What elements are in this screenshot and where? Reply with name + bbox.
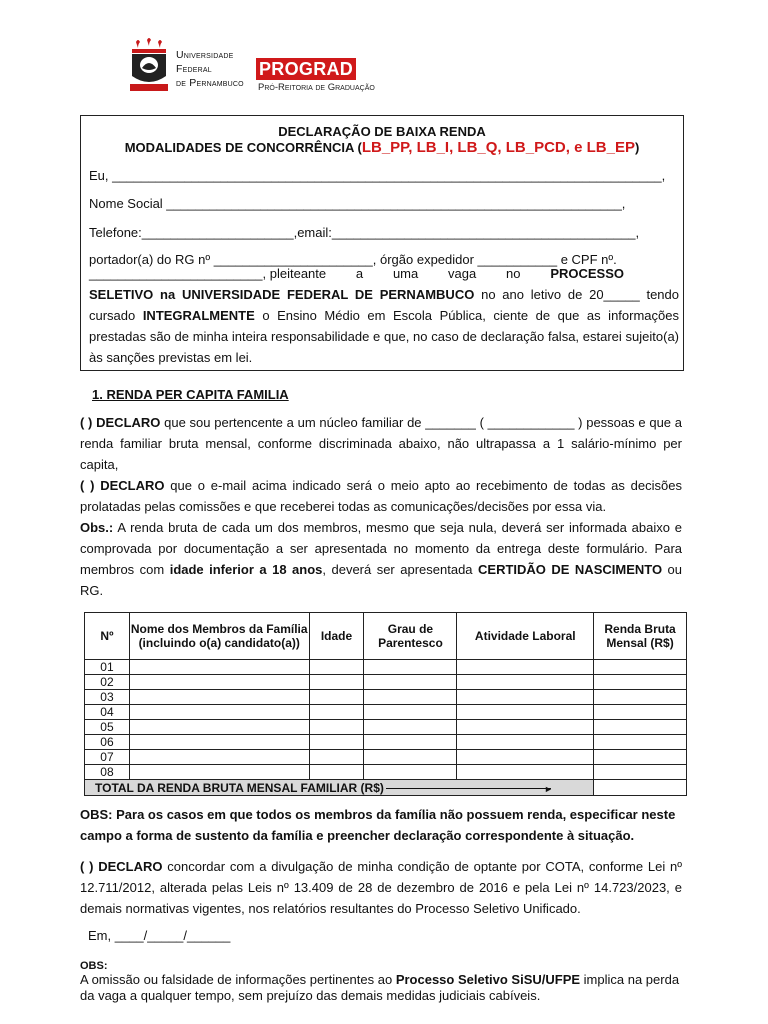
arrow-right-icon: ► bbox=[386, 788, 551, 789]
obs-renda: Obs.: A renda bruta de cada um dos membros, mesmo que seja nula, deverá ser informada abaixo e comprovada por documentação a ser apresentada no momento da entrega deste formulário. Para membros com idade inferior a 18 anos, deverá ser apresentada CERTIDÃO DE NASCIMENTO ou RG. bbox=[80, 520, 683, 598]
table-row: 04 bbox=[85, 705, 687, 720]
table-row: 03 bbox=[85, 690, 687, 705]
table-row: 07 bbox=[85, 750, 687, 765]
table-header-row bbox=[85, 613, 687, 660]
total-value[interactable] bbox=[594, 780, 687, 796]
members-table bbox=[84, 612, 687, 796]
declaro-cota: ( ) DECLARO concordar com a divulgação de minha condição de optante por COTA, conforme Lei nº 12.711/2012, alterada pelas Leis nº 13.409 de 28 de dezembro de 2016 e pela Lei nº 14.723/2023, e demais normativas vigentes, nos relatórios resultantes do Processo Seletivo Unificado. bbox=[80, 859, 682, 916]
obs-sem-renda: OBS: Para os casos em que todos os membros da família não possuem renda, especificar neste campo a forma de sustento da família e preencher declaração correspondente à situação. bbox=[80, 807, 676, 843]
nome-social-field[interactable]: Nome Social _______________________________________________________________, bbox=[89, 196, 626, 211]
ufpe-seal-logo bbox=[128, 38, 170, 94]
table-row: 05 bbox=[85, 720, 687, 735]
col-renda: Renda Bruta Mensal (R$) bbox=[594, 613, 687, 660]
declaration-title: DECLARAÇÃO DE BAIXA RENDA bbox=[278, 124, 486, 139]
col-atividade: Atividade Laboral bbox=[457, 613, 594, 660]
col-nome: Nome dos Membros da Família (incluindo o(a) candidato(a)) bbox=[129, 613, 309, 660]
col-parentesco: Grau de Parentesco bbox=[364, 613, 457, 660]
footer-obs-label: OBS: bbox=[80, 960, 108, 972]
table-row: 06 bbox=[85, 735, 687, 750]
table-row: 02 bbox=[85, 675, 687, 690]
table-row: 01 bbox=[85, 660, 687, 675]
university-name: Universidade Federal de Pernambuco bbox=[176, 49, 244, 89]
declaration-subtitle: MODALIDADES DE CONCORRÊNCIA (LB_PP, LB_I, LB_Q, LB_PCD, e LB_EP) bbox=[124, 139, 640, 156]
declaro-email: ( ) DECLARO que o e-mail acima indicado será o meio apto ao recebimento de todas as decisões prolatadas pelas comissões e que receberei todas as comunicações/decisões por essa via. bbox=[80, 478, 682, 514]
total-label: TOTAL DA RENDA BRUTA MENSAL FAMILIAR (R$) ► bbox=[85, 780, 594, 796]
rg-cpf-field[interactable]: portador(a) do RG nº ______________________, órgão expedidor ___________ e CPF nº. bbox=[89, 252, 617, 267]
col-numero: Nº bbox=[85, 613, 130, 660]
table-total-row bbox=[85, 780, 687, 796]
declaro-nucleo-familiar: ( ) DECLARO que sou pertencente a um núcleo familiar de _______ ( ____________ ) pessoas e que a renda familiar bruta mensal, conforme discriminada abaixo, não ultrapassa a 1 salário-mínimo per capita, bbox=[80, 415, 682, 472]
table-row: 08 bbox=[85, 765, 687, 780]
date-line[interactable]: Em, ____/_____/______ bbox=[88, 928, 231, 943]
col-idade: Idade bbox=[309, 613, 364, 660]
declaration-box bbox=[80, 115, 684, 371]
pleiteante-line: ________________________, pleiteante a uma vaga no PROCESSO bbox=[89, 266, 624, 281]
prograd-subtitle: Pró-Reitoria de Graduação bbox=[258, 82, 375, 93]
declaration-body: SELETIVO na UNIVERSIDADE FEDERAL DE PERNAMBUCO no ano letivo de 20_____ tendo cursado INTEGRALMENTE o Ensino Médio em Escola Pública, ciente de que as informações prestadas são de minha inteira responsabilidade e que, no caso de declaração falsa, estarei sujeito(a) às sanções previstas em lei. bbox=[89, 287, 679, 365]
prograd-logo: PROGRAD bbox=[256, 58, 356, 80]
section-title-renda: 1. RENDA PER CAPITA FAMILIA bbox=[92, 387, 289, 402]
telefone-email-field[interactable]: Telefone:_____________________,email:__________________________________________, bbox=[89, 225, 640, 240]
footer-obs-text: A omissão ou falsidade de informações pertinentes ao Processo Seletivo SiSU/UFPE implica na perda da vaga a qualquer tempo, sem prejuízo das demais medidas judiciais cabíveis. bbox=[80, 972, 680, 1003]
eu-field[interactable]: Eu, ____________________________________________________________________________, bbox=[89, 168, 666, 183]
